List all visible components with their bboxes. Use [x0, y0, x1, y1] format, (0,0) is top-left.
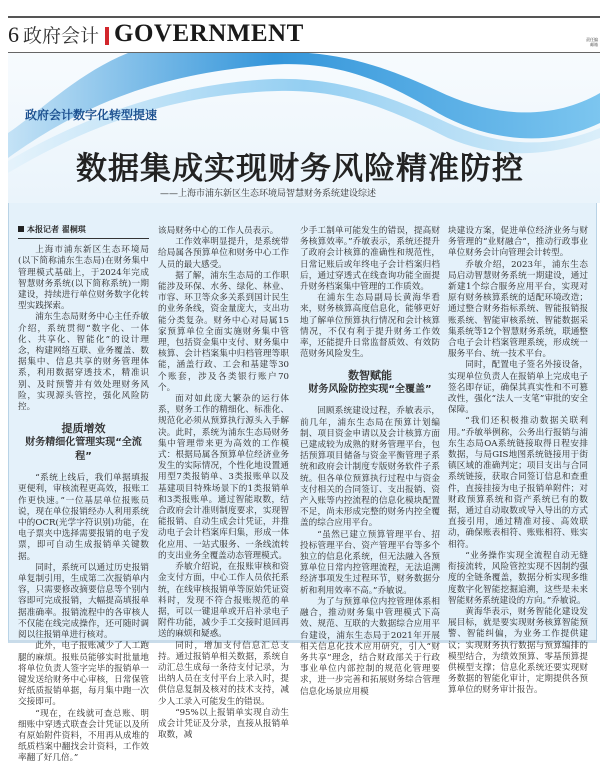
paragraph: 在浦东生态局副局长黄海华看来，财务核算高度信息化，能够更好地了解单位预算执行情况和会计核算情况，不仅有利于提升财务工作效率，还能提升日常监督质效、有效防范财务风险发生。	[300, 293, 440, 360]
paragraph: 块建设方案，促进单位经济业务与财务管理的“业财融合”，推动行政事业单位财务会计向管理会计转型。	[448, 226, 588, 259]
top-rule	[8, 16, 600, 18]
paragraph: “系统上线后，我们单据填报更便利，审核流程更高效，报账工作更快速。”一位基层单位报账员说，现在单位报销经办人利用系统中的OCR(光学字符识别)功能，在电子票夹中选择需要报销的电子发票，即可自动生成报销单关键数据。	[18, 473, 149, 562]
headline: 数据集成实现财务风险精准防控	[76, 151, 524, 187]
paragraph: 面对如此庞大繁杂的运行体系，财务工作的精细化、标准化、规范化必须从预算执行源头入手解决。此时，系统为浦东生态局财务集中管理带来更为高效的工作模式：根据局属各预算单位经济业务发生的实际情况，个性化地设置通用型7类报销单、3类报账单以及基建项目特殊场景下的1类报销单和3类报账单。通过智能取数，结合政府会计准则制度要求，实现智能报销、自动生成会计凭证，并推动电子会计档案库归集，形成一体化应用、一站式服务、一条线流转的支出业务全覆盖动态管理模式。	[158, 394, 289, 561]
paragraph: 同时，系统可以通过历史报销单复制引用，生成第二次报销单内容，只需要修改摘要信息等个别内容即可完成报销，大幅提高填报单据准确率。报销流程中的各审核人不仅能在线完成操作，还可随时调阅以往报销单进行核对。	[18, 562, 149, 641]
page-header	[8, 22, 304, 48]
editor-info	[586, 37, 598, 47]
paragraph: 回顾系统建设过程，乔敏表示，前几年，浦东生态局在预算计划编制、项目资金申请以及会计核算方面已建成较为成熟的财务管理平台，包括预算项目储备与资金平衡管理子系统和政府会计制度专版财务软件子系统。但各单位预算执行过程中与资金支付相关的合同签订、支出报销、资产入账等内控流程的信息化模块配置不足，尚未形成完整的财务内控全覆盖的综合应用平台。	[300, 406, 440, 529]
paragraph: 此外，电子报账减少了人工跑腿的麻烦。报账员能够实时批量地将单位负责人签字完毕的报销单一键发送给财务中心审核，日常保管好纸质报销单据，每月集中跑一次交接即可。	[18, 641, 149, 708]
section-heading-line1: 提质增效	[61, 422, 106, 436]
section-name-en: GOVERNMENT	[114, 20, 304, 47]
paragraph: 少手工制单可能发生的错误，提高财务核算效率。”乔敏表示，系统还提升了政府会计核算的准确性和规范性，日常记账后或年终电子会计档案归档后，通过穿透式在线查询功能全面提升财务档案集中管理的工作质效。	[300, 226, 440, 293]
paragraph: “业务操作实现全流程自动无缝衔接流转，风险管控实现不因制约强度的全链条覆盖，数据分析实现多维度数字化智能挖掘追溯，这些是未来智能财务系统建设的方向。”乔敏说。	[448, 550, 588, 606]
paragraph: 浦东生态局财务中心主任乔敏介绍，系统贯彻“数字化、一体化、共享化、智能化”的设计理念，构建网络互联、业务覆盖、数据集中、信息共享的财务管理体系，利用数据穿透技术，精准识别、及时预警并有效处理财务风险，实现源头管控，强化风险防控。	[18, 312, 149, 413]
paragraph: “现在，在线就可查总账、明细账中穿透式联查会计凭证以及所有原始附件资料，不用再从成堆的纸质档案中翻找会计资料，工作效率翻了好几倍。”	[18, 708, 149, 764]
paragraph: 黄海华表示，财务智能化建设发展目标，就是要实现财务核算智能预警、智能纠偏，为业务工作提供建议；实现财务执行数据与预算编排的模型结合，为绩效预算、零基预算提供模型支撑；信息化系统还要实现财务数据的智能化审计，定期提供各预算单位的财务审计报告。	[448, 606, 588, 696]
section-heading-line2: 财务风险防控实现“全覆盖”	[308, 384, 432, 396]
paragraph: 为了与预算单位内控管理体系相融合，推动财务集中管理模式下高效、规范、互联的大数据综合应用平台建设，浦东生态局于2021年开展相关信息化技术应用研究，引入“财务共享”理念，结合财政部关于行政事业单位内部控制的规范化管理要求，进一步完善和拓展财务综合管理信息化场景应用模	[300, 596, 440, 697]
column-3	[300, 226, 440, 698]
section-heading	[300, 369, 440, 397]
subheadline: ——上海市浦东新区生态环境局智慧财务系统建设综述	[160, 189, 377, 199]
paragraph: “虽然已建立预算管理平台、招投标管理平台、资产管理平台等多个独立的信息化系统，但无法融入各预算单位日常内控管理流程，无法追溯经济事项发生过程环节，财务数据分析和利用效率不高。”乔敏说。	[300, 529, 440, 596]
paragraph: 乔敏介绍，2023年，浦东生态局启动智慧财务系统一期建设，通过新建1个综合服务应用平台，实现对原有财务核算系统的适配环境改造；通过整合财务指标系统、智能报销报账系统、智能审核系统、智能数据采集系统等12个智慧财务系统，联通整合电子会计档案管理系统，形成统一服务平台、统一技术平台。	[448, 259, 588, 360]
byline-text: 本报记者 翟桐琪	[27, 225, 86, 234]
paragraph: 乔敏介绍说，在报账审核和资金支付方面，中心工作人员依托系统，在线审核报销单等原始凭证资料时，发现不符合报账规范的单据，可以一键退单或开启补录电子附件功能，减少手工交接时退回再送的麻烦和疑惑。	[158, 562, 289, 640]
column-4	[448, 226, 588, 697]
editor-label: 责任编	[586, 37, 598, 42]
section-heading	[18, 422, 149, 464]
section-heading-line2: 财务精细化管理实现“全流程”	[25, 437, 142, 463]
editor-email: 邮箱	[590, 42, 598, 47]
paragraph: “95%以上报销单实现自动生成会计凭证及分录，直接从报销单取数，减	[158, 707, 289, 741]
byline	[18, 224, 149, 239]
column-2	[158, 226, 289, 741]
paragraph: 同时，增加支付信息汇总支持。通过报销单相关数据，系统自动汇总生成每一条待支付记录，为出纳人员在支付平台上录入时，提供信息复制及核对的技术支持，减少人工录入可能发生的错误。	[158, 640, 289, 707]
section-heading-line1: 数智赋能	[348, 369, 392, 383]
column-1	[18, 224, 149, 765]
paragraph: 据了解，浦东生态局的工作职能涉及环保、水务、绿化、林业、市容、环卫等众多关系到国计民生的业务条线，资金量庞大，支出功能分类复杂。财务中心对局属15家预算单位全面实施财务集中管理，包括资金集中支付、财务集中核算、会计档案集中归档管理等职能，涵盖行政、工会和基建等30个账套，涉及各类银行账户70个。	[158, 270, 289, 393]
paragraph: 该局财务中心的工作人员表示。	[158, 226, 279, 236]
paragraph: 同时，配置电子签名外接设备，实现单位负责人在报销单上完成电子签名即存证，确保其真实性和不可篡改性，强化“法人一支笔”审批的安全保障。	[448, 360, 588, 416]
paragraph: 工作效率明显提升，是系统带给局属各预算单位和财务中心工作人员的最大感受。	[158, 237, 289, 270]
kicker: 政府会计数字化转型提速	[25, 108, 158, 122]
section-name-cn: 政府会计	[23, 25, 100, 47]
red-bar-divider	[105, 27, 109, 45]
page-number: 6	[8, 22, 19, 47]
paragraph: 上海市浦东新区生态环境局(以下简称浦东生态局)在财务集中管理模式基础上，于2024年完成智慧财务系统(以下简称系统)一期建设，持续进行单位财务数字化转型实践探索。	[18, 245, 149, 312]
paragraph: “我们还积极推动数据关联利用。”乔敏举例称，公务出行报销与浦东生态局OA系统链接取得日程安排数据，与局GIS地图系统链接用于街镇区域的准确判定；项目支出与合同系统链接，获取合同签订信息和查重件，直接挂接为电子报销单附件；对财政预算系统和资产系统已有的数据，通过自动取数或导入导出的方式直接引用，通过精准对接、高效联动，确保账表相符、账账相符、账实相符。	[448, 416, 588, 550]
square-bullet-icon	[18, 226, 24, 232]
